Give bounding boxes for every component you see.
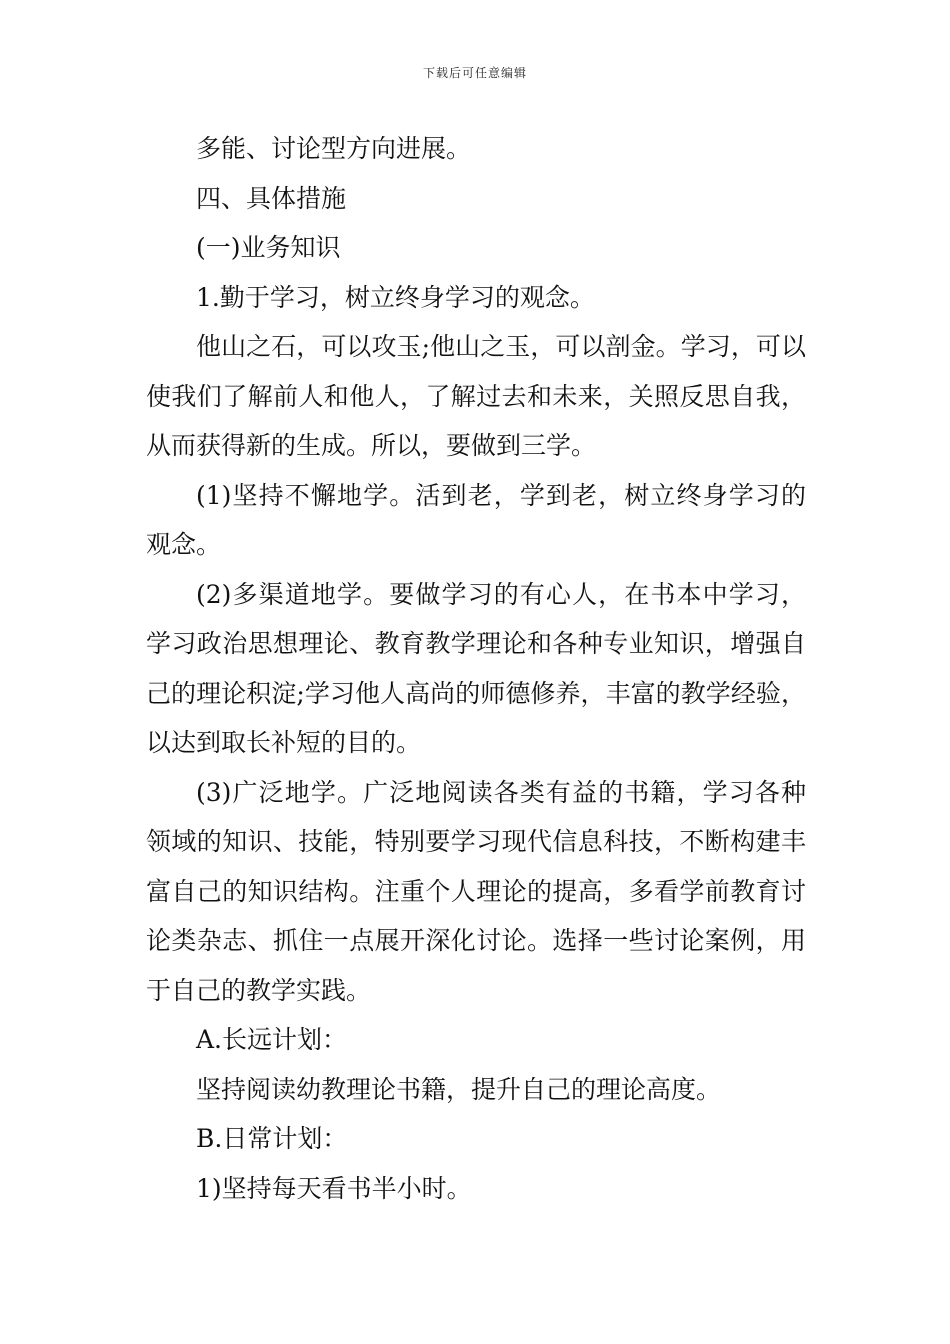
document-body [146,124,806,1213]
plan-long-term-text: 坚持阅读幼教理论书籍，提升自己的理论高度。 [196,1074,722,1104]
plan-daily-item-1: 1)坚持每天看书半小时。 [196,1173,472,1203]
subsection-heading-knowledge: (一)业务知识 [196,233,341,262]
plan-heading-daily: B.日常计划： [196,1124,348,1153]
paragraph-point-3: (3)广泛地学。广泛地阅读各类有益的书籍，学习各种领域的知识、技能，特别要学习现代信息科技，不断构建丰富自己的知识结构。注重个人理论的提高，多看学前教育讨论类杂志、抓住一点展开深化讨论。选择一些讨论案例，用于自己的教学实践。 [146,777,806,1005]
plan-heading-long-term: A.长远计划： [196,1025,348,1054]
section-heading-measures: 四、具体措施 [196,183,347,213]
item-heading-lifelong-learning: 1.勤于学习，树立终身学习的观念。 [196,282,595,312]
paragraph-continuation: 多能、讨论型方向进展。 [196,134,472,163]
paragraph-point-1: (1)坚持不懈地学。活到老，学到老，树立终身学习的观念。 [146,480,806,559]
paragraph-intro: 他山之石，可以攻玉;他山之玉，可以剖金。学习，可以使我们了解前人和他人，了解过去和未来，关照反思自我，从而获得新的生成。所以，要做到三学。 [146,332,806,460]
page-header: 下载后可任意编辑 [422,66,527,80]
paragraph-point-2: (2)多渠道地学。要做学习的有心人，在书本中学习，学习政治思想理论、教育教学理论和各种专业知识，增强自己的理论积淀;学习他人高尚的师德修养，丰富的教学经验，以达到取长补短的目的。 [146,579,806,757]
